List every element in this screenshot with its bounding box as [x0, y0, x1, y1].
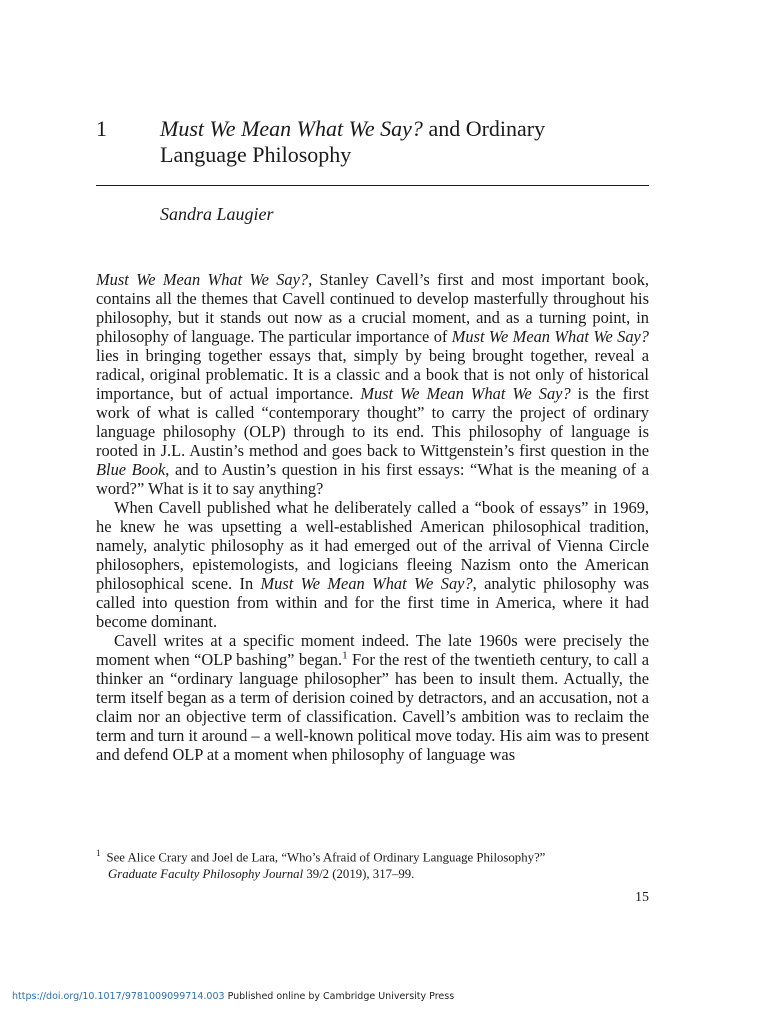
title-rule	[96, 185, 649, 186]
italic-text: Must We Mean What We Say?	[96, 270, 309, 289]
page-number: 15	[635, 890, 649, 905]
italic-text: Must We Mean What We Say?	[260, 574, 473, 593]
text-segment: When Cavell published what he deliberately called a “book of essays” in 1969, he knew he was upsetting a well-established American philosophical tradition, namely, analytic philosophy as it had emerged out of the arrival of Vienna Circle philosophers, epistemologists, and logicians fleeing Nazism onto the American philosophical scene. In	[96, 498, 649, 593]
text-segment: , and to Austin’s question in his first essays: “What is the meaning of a word?” What is it to say anything?	[96, 460, 649, 498]
footnote-line-1	[96, 845, 649, 866]
published-note: Published online by Cambridge University Press	[224, 991, 455, 1002]
text-segment: is the first work of what is called “contemporary thought” to carry the project of ordinary language philosophy (OLP) through to its end. This philosophy of language is rooted in J.L. Austin’s method and goes back to Wittgenstein’s first question in the	[96, 384, 649, 460]
chapter-title-rest: and Ordinary	[422, 116, 546, 141]
chapter-title-line2: Language Philosophy	[160, 142, 352, 167]
footnote-journal: Graduate Faculty Philosophy Journal	[108, 867, 304, 882]
italic-text: Blue Book	[96, 460, 166, 479]
author-name: Sandra Laugier	[160, 204, 274, 224]
text-segment: Cavell writes at a specific moment indeed. The late 1960s were precisely the moment when “OLP bashing” began.	[96, 631, 649, 669]
doi-link[interactable]: https://doi.org/10.1017/9781009099714.003	[12, 991, 225, 1002]
footnote-line-2	[96, 866, 649, 883]
paragraph	[96, 498, 649, 631]
body-text	[96, 270, 649, 764]
italic-text: Must We Mean What We Say?	[360, 384, 571, 403]
chapter-title	[160, 116, 650, 168]
footnote-mark: 1	[96, 848, 101, 858]
paragraph	[96, 631, 649, 764]
footnote-rest: 39/2 (2019), 317–99.	[303, 867, 415, 882]
italic-text: Must We Mean What We Say?	[451, 327, 649, 346]
chapter-number: 1	[96, 116, 107, 141]
text-segment: , analytic philosophy was called into question from within and for the first time in America, where it had become dominant.	[96, 574, 649, 631]
footnote-ref: 1	[342, 649, 348, 662]
footnote	[96, 845, 649, 883]
text-segment: , Stanley Cavell’s first and most important book, contains all the themes that Cavell continued to develop masterfully throughout his philosophy, but it stands out now as a crucial moment, and as a turning point, in philosophy of language. The particular importance of	[96, 270, 649, 346]
text-segment: lies in bringing together essays that, simply by being brought together, reveal a radical, original problematic. It is a classic and a book that is not only of historical importance, but of actual importance.	[96, 346, 649, 403]
text-segment: For the rest of the twentieth century, to call a thinker an “ordinary language philosopher” has been to insult them. Actually, the term itself began as a term of derision coined by detractors, and an accusation, not a claim nor an objective term of classification. Cavell’s ambition was to reclaim the term and turn it around – a well-known political move today. His aim was to present and defend OLP at a moment when philosophy of language was	[96, 650, 649, 764]
footnote-text: See Alice Crary and Joel de Lara, “Who’s Afraid of Ordinary Language Philosophy?”	[106, 850, 546, 865]
paragraph	[96, 270, 649, 498]
chapter-title-italic: Must We Mean What We Say?	[160, 116, 423, 141]
footer	[12, 991, 454, 1003]
